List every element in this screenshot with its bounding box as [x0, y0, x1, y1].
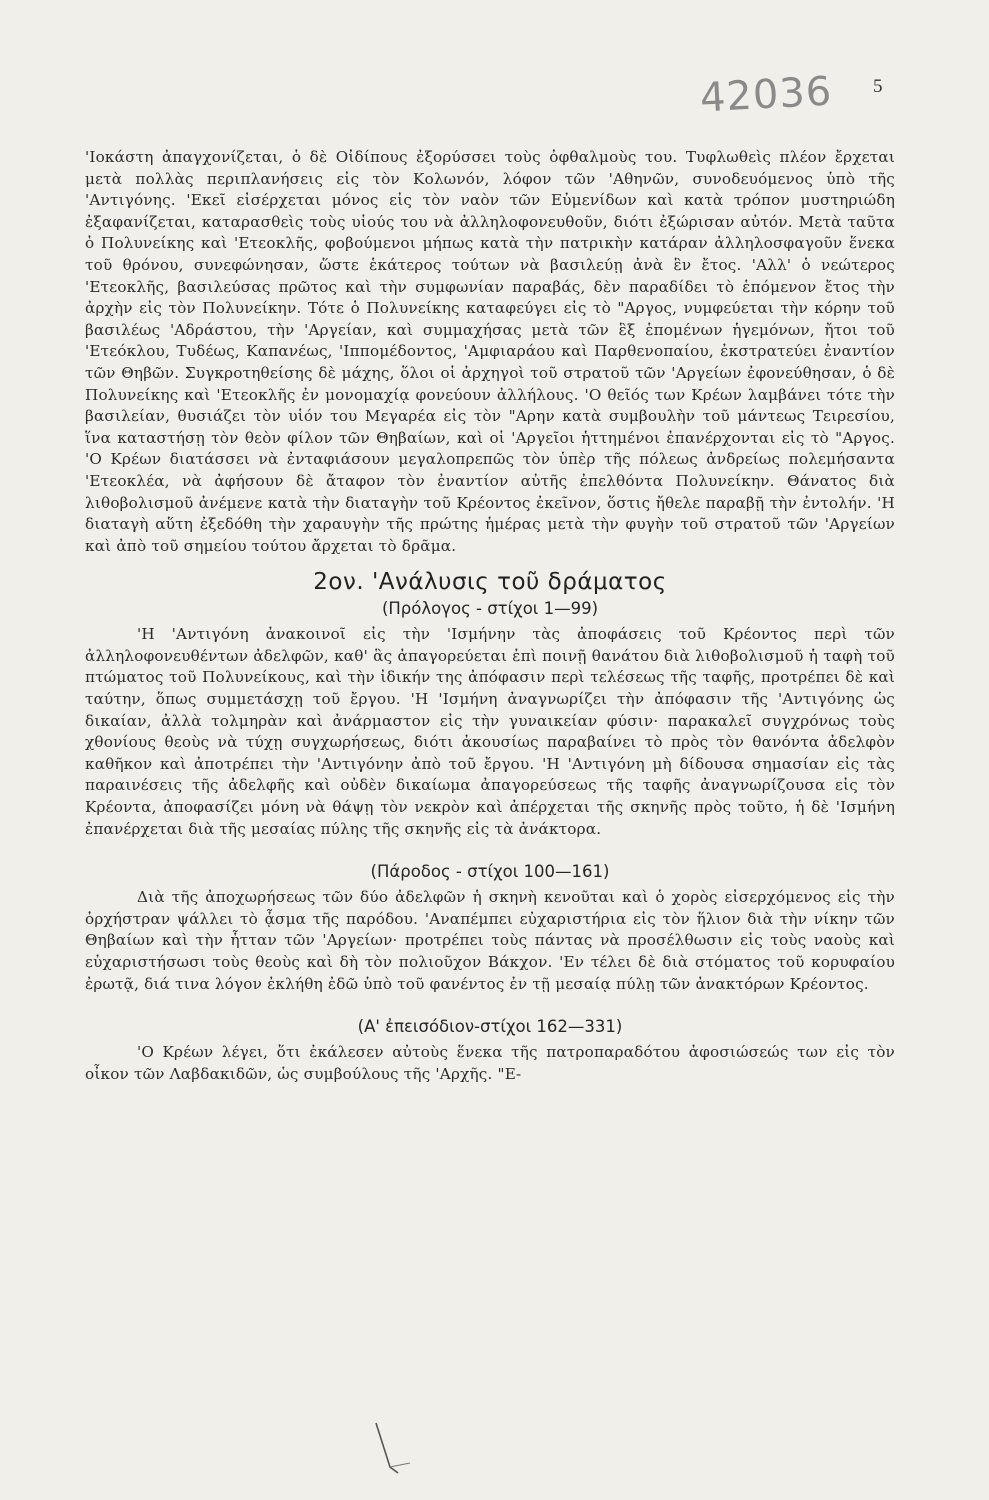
episode1-paragraph: 'Ο Κρέων λέγει, ὅτι ἐκάλεσεν αὐτοὺς ἕνεκα τῆς πατροπαραδότου ἀφοσιώσεώς των εἰς τὸν οἶκον τῶν Λαβδακιδῶν, ὡς συμβούλους τῆς 'Αρχῆς. "Ε-: [85, 1043, 895, 1083]
parodos-paragraph: Διὰ τῆς ἀποχωρήσεως τῶν δύο ἀδελφῶν ἡ σκηνὴ κενοῦται καὶ ὁ χορὸς εἰσερχόμενος εἰς τὴν ὀρχήστραν ψάλλει τὸ ᾆσμα τῆς παρόδου. 'Αναπέμπει εὐχαριστήρια εἰς τὸν ἥλιον διὰ τὴν νίκην τῶν Θηβαίων καὶ τὴν ἧτταν τῶν 'Αργείων· προτρέπει τοὺς πάντας νὰ προσέλθωσιν εἰς τοὺς ναοὺς καὶ εὐχαριστήσωσι τοὺς θεοὺς καὶ δὴ τὸν πολιοῦχον Βάκχον. 'Εν τέλει δὲ διὰ στόματος τοῦ κορυφαίου ἐρωτᾷ, διά τινα λόγον ἐκλήθη ἐδῶ ὑπὸ τοῦ φανέντος ἐν τῇ μεσαίᾳ πύλῃ τῶν ἀνακτόρων Κρέοντος.: [85, 888, 895, 993]
body-text: [85, 147, 895, 1085]
prologue-paragraph: 'Η 'Αντιγόνη ἀνακοινοῖ εἰς τὴν 'Ισμήνην τὰς ἀποφάσεις τοῦ Κρέοντος περὶ τῶν ἀλληλοφονευθέντων ἀδελφῶν, καθ' ἃς ἀπαγορεύεται ἐπὶ ποινῇ θανάτου διὰ λιθοβολισμοῦ ἡ ταφὴ τοῦ πτώματος τοῦ Πολυνείκους, καὶ τὴν ἰδικήν της ἀπόφασιν περὶ τελέσεως τῆς ταφῆς, προτρέπει δὲ καὶ ταύτην, ὅπως συμμετάσχῃ τοῦ ἔργου. 'Η 'Ισμήνη ἀναγνωρίζει τὴν ἀπόφασιν τῆς 'Αντιγόνης ὡς δικαίαν, ἀλλὰ τολμηρὰν καὶ ἀνάρμαστον εἰς τὴν γυναικείαν φύσιν· παρακαλεῖ συγχρόνως τοὺς χθονίους θεοὺς νὰ τύχῃ συγχωρήσεως, διότι ἀκουσίως παραβαίνει τὸ πρὸς τὸν θανόντα ἀδελφὸν καθῆκον καὶ ἀποτρέπει τὴν 'Αντιγόνην ἀπὸ τοῦ ἔργου. 'Η 'Αντιγόνη μὴ δίδουσα σημασίαν εἰς τὰς παραινέσεις τῆς ἀδελφῆς καὶ οὐδὲν δικαίωμα ἀπαγορεύσεως τῆς ταφῆς ἀναγνωρίζουσα εἰς τὸν Κρέοντα, ἀποφασίζει μόνη νὰ θάψῃ τὸν νεκρὸν καὶ ἀπέρχεται τῆς σκηνῆς πρὸς τοῦτο, ἡ δὲ 'Ισμήνη ἐπανέρχεται διὰ τῆς μεσαίας πύλης τῆς σκηνῆς εἰς τὰ ἀνάκτορα.: [85, 625, 895, 838]
parodos-heading: (Πάροδος - στίχοι 100—161): [370, 862, 610, 882]
prologue-heading: (Πρόλογος - στίχοι 1—99): [381, 599, 599, 619]
handwritten-catalog-number: 42036: [698, 68, 834, 122]
pencil-mark: [368, 1415, 428, 1485]
intro-paragraph: 'Ιοκάστη ἀπαγχονίζεται, ὁ δὲ Οἰδίπους ἐξορύσσει τοὺς ὀφθαλμοὺς του. Τυφλωθεὶς πλέον ἔρχεται μετὰ πολλὰς περιπλανήσεις εἰς τὸν Κολωνόν, λόφον τῶν 'Αθηνῶν, συνοδευόμενος ὑπὸ τῆς 'Αντιγόνης. 'Εκεῖ εἰσέρχεται μόνος εἰς τὸν ναὸν τῶν Εὐμενίδων καὶ κατὰ τρόπον μυστηριώδη ἐξαφανίζεται, καταρασθεὶς τοὺς υἱούς του νὰ ἀλληλοφονευθοῦν, διότι ἐξώρισαν αὐτόν. Μετὰ ταῦτα ὁ Πολυνείκης καὶ 'Ετεοκλῆς, φοβούμενοι μήπως κατὰ τὴν πατρικὴν κατάραν ἀλληλοσφαγοῦν ἕνεκα τοῦ θρόνου, συνεφώνησαν, ὥστε ἑκάτερος τούτων νὰ βασιλεύῃ ἀνὰ ἓν ἔτος. 'Αλλ' ὁ νεώτερος 'Ετεοκλῆς, βασιλεύσας πρῶτος καὶ τὴν συμφωνίαν παραβάς, δὲν παραδίδει τὸ ἑπόμενον ἔτος τὴν ἀρχὴν εἰς τὸν Πολυνείκην. Τότε ὁ Πολυνείκης καταφεύγει εἰς τὸ "Αργος, νυμφεύεται τὴν κόρην τοῦ βασιλέως 'Αδράστου, τὴν 'Αργείαν, καὶ συμμαχήσας μετὰ τῶν ἓξ ἑπομένων ἡγεμόνων, ἤτοι τοῦ 'Ετεόκλου, Τυδέως, Καπανέως, 'Ιππομέδοντος, 'Αμφιαράου καὶ Παρθενοπαίου, ἐκστρατεύει ἐναντίον τῶν Θηβῶν. Συγκροτηθείσης δὲ μάχης, ὅλοι οἱ ἀρχηγοὶ τοῦ στρατοῦ τῶν 'Αργείων ἐφονεύθησαν, ὁ δὲ Πολυνείκης καὶ 'Ετεοκλῆς ἐν μονομαχίᾳ φονεύουν ἀλλήλους. 'Ο θεῖός των Κρέων λαμβάνει τότε τὴν βασιλείαν, θυσιάζει τὸν υἱόν του Μεγαρέα εἰς τὸν "Αρην κατὰ συμβουλὴν τοῦ μάντεως Τειρεσίου, ἵνα καταστήσῃ τὸν θεὸν φίλον τῶν Θηβαίων, καὶ οἱ 'Αργεῖοι ἡττημένοι ἐπανέρχονται εἰς τὸ "Αργος. 'Ο Κρέων διατάσσει νὰ ἐνταφιάσουν μεγαλοπρεπῶς τὸν ὑπὲρ τῆς πόλεως ἀνδρείως πολεμήσαντα 'Ετεοκλέα, νὰ ἀφήσουν δὲ ἄταφον τὸν ἐναντίον αὐτῆς ἐπελθόντα Πολυνείκην. Θάνατος διὰ λιθοβολισμοῦ ἀνέμενε κατὰ τὴν διαταγὴν τοῦ Κρέοντος ἐκεῖνον, ὅστις ἤθελε παραβῇ τὴν ἐντολήν. 'Η διαταγὴ αὕτη ἐξεδόθη τὴν χαραυγὴν τῆς πρώτης ἡμέρας μετὰ τὴν φυγὴν τοῦ στρατοῦ τῶν 'Αργείων καὶ ἀπὸ τοῦ σημείου τούτου ἄρχεται τὸ δρᾶμα.: [85, 148, 895, 555]
page-number: 5: [873, 76, 883, 97]
episode1-heading: (Α' ἐπεισόδιον-στίχοι 162—331): [357, 1017, 623, 1037]
section-title: 2ον. 'Ανάλυσις τοῦ δράματος: [313, 569, 667, 596]
